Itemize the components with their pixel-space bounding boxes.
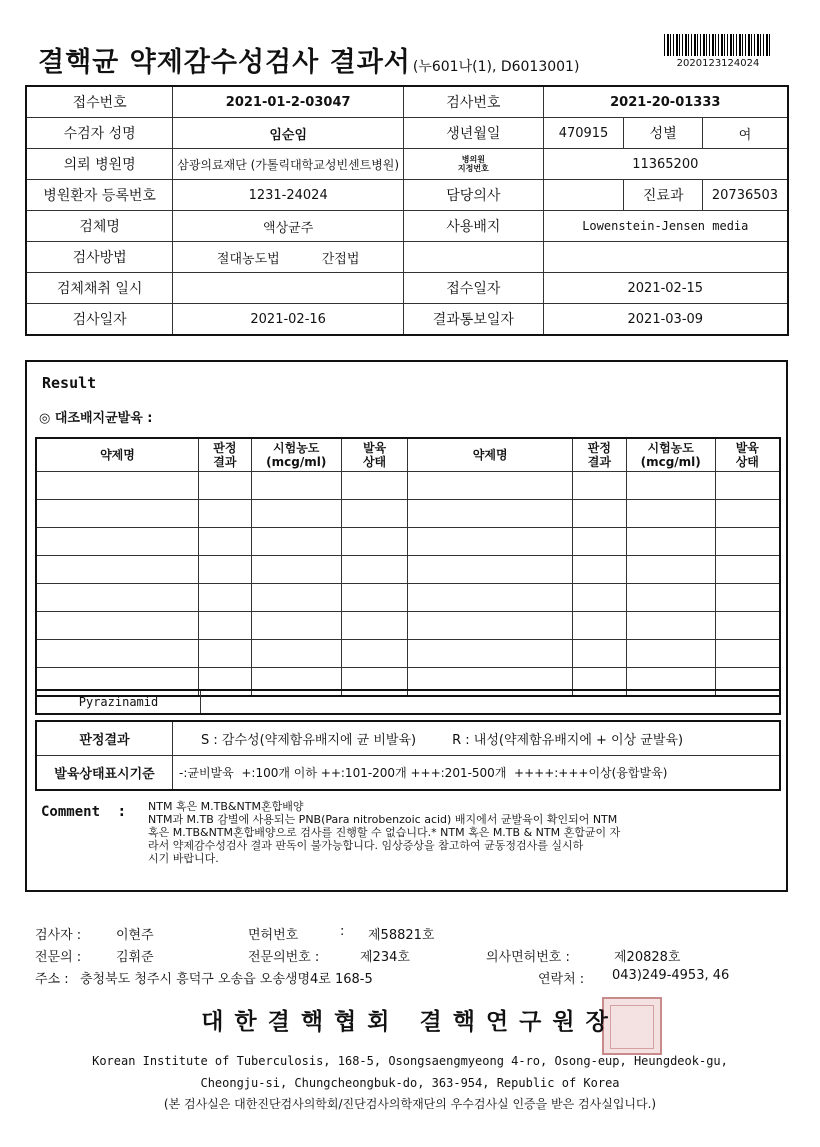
table-row [36, 584, 780, 612]
col-drug-name: 약제명 [408, 438, 572, 472]
english-address [0, 1050, 820, 1094]
collect-date-label: 검체채취 일시 [26, 273, 173, 304]
col-concentration [251, 438, 341, 472]
sex-label: 성별 [624, 118, 703, 149]
reg-no-value: 1231-24024 [173, 180, 404, 211]
table-row [36, 612, 780, 640]
legend-row [36, 721, 780, 756]
doctor-license-label: 의사면허번호 : [486, 950, 570, 965]
specialist-name: 김휘준 [116, 950, 154, 965]
patient-name-value: 임순임 [173, 118, 404, 149]
test-no-value: 2021-20-01333 [543, 86, 788, 118]
receive-date-label: 접수일자 [404, 273, 543, 304]
phone-label: 연락처 : [538, 972, 585, 987]
tester-name: 이현주 [116, 928, 154, 943]
comment-line: NTM과 M.TB 감별에 사용되는 PNB(Para nitrobenzoic acid) 배지에서 균발육이 확인되어 NTM [148, 813, 618, 826]
dept-label: 진료과 [624, 180, 703, 211]
info-row [26, 180, 788, 211]
test-no-label: 검사번호 [404, 86, 543, 118]
table-row [36, 528, 780, 556]
specialist-label: 전문의 : [35, 950, 82, 965]
info-row [26, 211, 788, 242]
comment-colon: : [119, 804, 125, 820]
table-row [36, 472, 780, 500]
method-value [173, 242, 404, 273]
spec-no-value: 제234호 [360, 950, 410, 965]
comment-line: 시기 바랍니다. [148, 852, 219, 865]
col-judgement-line: 결과 [213, 455, 237, 469]
col-growth [715, 438, 780, 472]
col-drug-name: 약제명 [36, 438, 198, 472]
judge-r: R : 내성(약제함유배지에 + 이상 균발육) [452, 733, 684, 748]
doctor-license-value: 제20828호 [614, 950, 681, 965]
table-row [36, 640, 780, 668]
receipt-no-label: 접수번호 [26, 86, 173, 118]
hospital-value: 삼광의료재단 (가톨릭대학교성빈센트병원) [173, 149, 404, 180]
info-row [26, 242, 788, 273]
growth-criteria-label: 발육상태표시기준 [36, 756, 173, 791]
specimen-label: 검체명 [26, 211, 173, 242]
certification-note: (본 검사실은 대한진단검사의학회/진단검사의학재단의 우수검사실 인증을 받은 검사실입니다.) [163, 1097, 657, 1111]
result-panel [25, 360, 788, 892]
method-value-1: 절대농도법 [216, 251, 280, 267]
info-row [26, 86, 788, 118]
test-date-value: 2021-02-16 [173, 304, 404, 336]
growth-criteria: -:균비발육 +:100개 이하 ++:101-200개 +++:201-500개 ++++:+++이상(융합발육) [173, 756, 781, 791]
hospital-code-label-line: 지정번호 [457, 164, 489, 173]
col-growth-line: 상태 [362, 455, 387, 469]
specimen-value: 액상균주 [173, 211, 404, 242]
license-colon: : [340, 924, 345, 939]
info-row [26, 304, 788, 336]
col-concentration-line: 시험농도 [273, 441, 320, 455]
table-header-row [36, 438, 780, 472]
comment-line: 혹은 M.TB&NTM혼합배양으로 검사를 진행할 수 없습니다.* NTM 혹은 M.TB & NTM 혼합균이 자 [148, 826, 621, 839]
report-date-value: 2021-03-09 [543, 304, 788, 336]
col-judgement-line: 판정 [213, 441, 237, 455]
method-value-2: 간접법 [321, 251, 360, 267]
table-row [36, 500, 780, 528]
organization-name: 대한결핵협회 결핵연구원장 [201, 1009, 619, 1035]
hospital-code-label [404, 149, 543, 180]
col-growth-line: 상태 [735, 455, 759, 469]
method-label: 검사방법 [26, 242, 173, 273]
col-concentration [626, 438, 715, 472]
col-growth-line: 발육 [362, 441, 387, 455]
doctor-label: 담당의사 [404, 180, 543, 211]
test-date-label: 검사일자 [26, 304, 173, 336]
license-label: 면허번호 [248, 928, 299, 943]
barcode [664, 34, 770, 56]
reg-no-label: 병원환자 등록번호 [26, 180, 173, 211]
drug-susceptibility-table [35, 437, 781, 697]
medium-value: Lowenstein-Jensen media [543, 211, 788, 242]
barcode-number: 2020123124024 [676, 58, 760, 69]
comment-line: 라서 약제감수성검사 결과 판독이 불가능합니다. 임상증상을 참고하여 균동정검사를 실시하 [148, 839, 584, 852]
pyrazinamide-row [35, 689, 781, 715]
sex-value: 여 [702, 118, 788, 149]
hospital-code-value: 11365200 [543, 149, 788, 180]
doctor-value [543, 180, 624, 211]
birth-label: 생년월일 [404, 118, 543, 149]
result-heading: Result [42, 374, 97, 392]
col-judgement [198, 438, 251, 472]
judge-label: 판정결과 [36, 721, 173, 756]
control-growth-label: ◎ 대조배지균발육 : [39, 411, 153, 426]
col-judgement-line: 판정 [587, 441, 611, 455]
col-concentration-line: (mcg/ml) [640, 455, 701, 469]
birth-value: 470915 [543, 118, 624, 149]
legend-table [35, 720, 781, 791]
patient-name-label: 수검자 성명 [26, 118, 173, 149]
judge-s: S : 감수성(약제함유배지에 균 비발육) [201, 733, 417, 748]
patient-info-table [25, 85, 789, 336]
address-label: 주소 : [35, 972, 69, 987]
hospital-code-label-line: 병의원 [461, 155, 485, 164]
document-title [38, 40, 579, 79]
hospital-label: 의뢰 병원명 [26, 149, 173, 180]
english-address-line: Cheongju-si, Chungcheongbuk-do, 363-954, Republic of Korea [200, 1076, 620, 1090]
medium-label: 사용배지 [404, 211, 543, 242]
comment-label: Comment [41, 804, 101, 820]
tester-label: 검사자 : [35, 928, 82, 943]
col-concentration-line: 시험농도 [647, 441, 694, 455]
empty-cell [404, 242, 543, 273]
pyrazinamide-label: Pyrazinamid [37, 691, 201, 713]
info-row [26, 149, 788, 180]
title-text: 결핵균 약제감수성검사 결과서 [38, 47, 411, 78]
col-concentration-line: (mcg/ml) [266, 455, 327, 469]
empty-cell [543, 242, 788, 273]
col-growth-line: 발육 [735, 441, 759, 455]
info-row [26, 118, 788, 149]
receipt-no-value: 2021-01-2-03047 [173, 86, 404, 118]
col-judgement [572, 438, 626, 472]
collect-date-value [173, 273, 404, 304]
judge-criteria [173, 721, 781, 756]
spec-no-label: 전문의번호 : [248, 950, 320, 965]
dept-value: 20736503 [702, 180, 788, 211]
address-value: 충청북도 청주시 흥덕구 오송읍 오송생명4로 168-5 [80, 972, 373, 987]
receive-date-value: 2021-02-15 [543, 273, 788, 304]
title-code: (누601나(1), D6013001) [412, 59, 580, 75]
table-row [36, 556, 780, 584]
info-row [26, 273, 788, 304]
comment-line: NTM 혹은 M.TB&NTM혼합배양 [148, 800, 304, 813]
phone-value: 043)249-4953, 46 [612, 968, 730, 983]
license-value: 제58821호 [368, 928, 435, 943]
english-address-line: Korean Institute of Tuberculosis, 168-5, Osongsaengmyeong 4-ro, Osong-eup, Heungdeok-gu, [92, 1054, 728, 1068]
report-date-label: 결과통보일자 [404, 304, 543, 336]
col-judgement-line: 결과 [587, 455, 611, 469]
col-growth [341, 438, 408, 472]
comment-text [148, 800, 778, 865]
legend-row [36, 756, 780, 791]
